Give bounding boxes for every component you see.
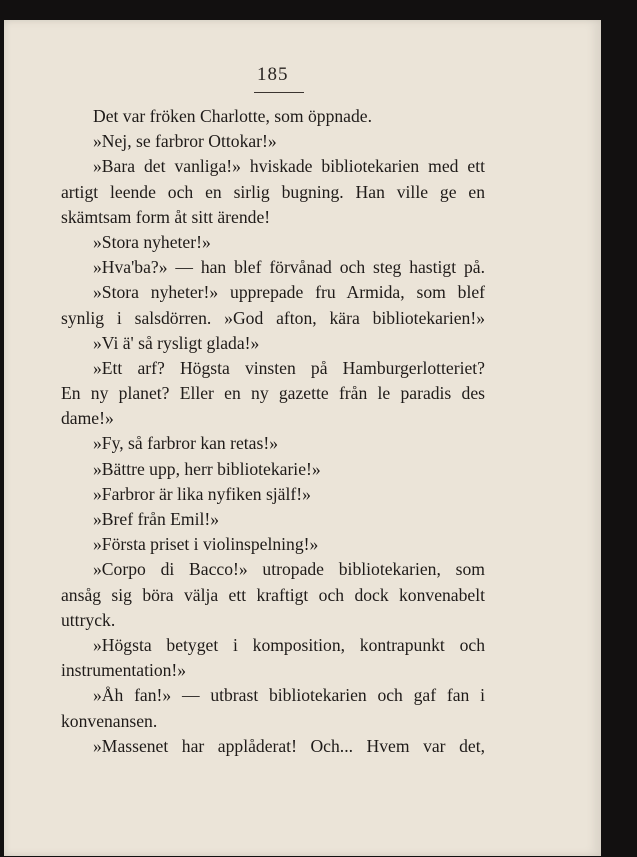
text-line: »Nej, se farbror Ottokar!» xyxy=(93,131,277,152)
text-line: artigt leende och en sirlig bugning. Han ville ge en xyxy=(61,181,485,202)
text-line: ansåg sig böra välja ett kraftigt och dock konvenabelt xyxy=(61,584,485,605)
text-line: instrumentation!» xyxy=(61,660,187,681)
text-line: »Bättre upp, herr bibliotekarie!» xyxy=(93,458,321,479)
text-line: konvenansen. xyxy=(61,710,158,731)
page-number-rule xyxy=(254,92,304,93)
text-line: »Första priset i violinspelning!» xyxy=(93,534,319,555)
text-line: »Högsta betyget i komposition, kontrapunkt och xyxy=(93,634,485,655)
text-line: »Bref från Emil!» xyxy=(93,509,220,529)
text-line: »Stora nyheter!» upprepade fru Armida, som blef xyxy=(93,282,485,303)
text-line: En ny planet? Eller en ny gazette från le paradis des xyxy=(61,383,485,404)
text-line: »Hva'ba?» — han blef förvånad och steg hastigt på. xyxy=(93,257,485,278)
page-number: 185 xyxy=(257,64,289,85)
text-line: uttryck. xyxy=(61,609,116,630)
text-line: synlig i salsdörren. »God afton, kära bibliotekarien!» xyxy=(61,307,485,328)
text-line: »Fy, så farbror kan retas!» xyxy=(93,433,278,454)
text-line: »Corpo di Bacco!» utropade bibliotekarien, som xyxy=(93,559,485,580)
body-text xyxy=(61,104,485,759)
text-line: »Åh fan!» — utbrast bibliotekarien och gaf fan i xyxy=(93,685,485,706)
text-line: skämtsam form åt sitt ärende! xyxy=(61,206,271,227)
text-line: »Ett arf? Högsta vinsten på Hamburgerlotteriet? xyxy=(93,357,485,378)
text-line: »Massenet har applåderat! Och... Hvem var det, xyxy=(93,735,485,756)
text-line: »Stora nyheter!» xyxy=(93,231,211,252)
book-page xyxy=(4,20,601,856)
text-line: Det var fröken Charlotte, som öppnade. xyxy=(93,106,372,126)
text-line: »Farbror är lika nyfiken själf!» xyxy=(93,483,311,504)
text-line: »Bara det vanliga!» hviskade bibliotekarien med ett xyxy=(93,156,485,177)
text-line: »Vi ä' så rysligt glada!» xyxy=(93,332,260,353)
text-line: dame!» xyxy=(61,408,114,429)
